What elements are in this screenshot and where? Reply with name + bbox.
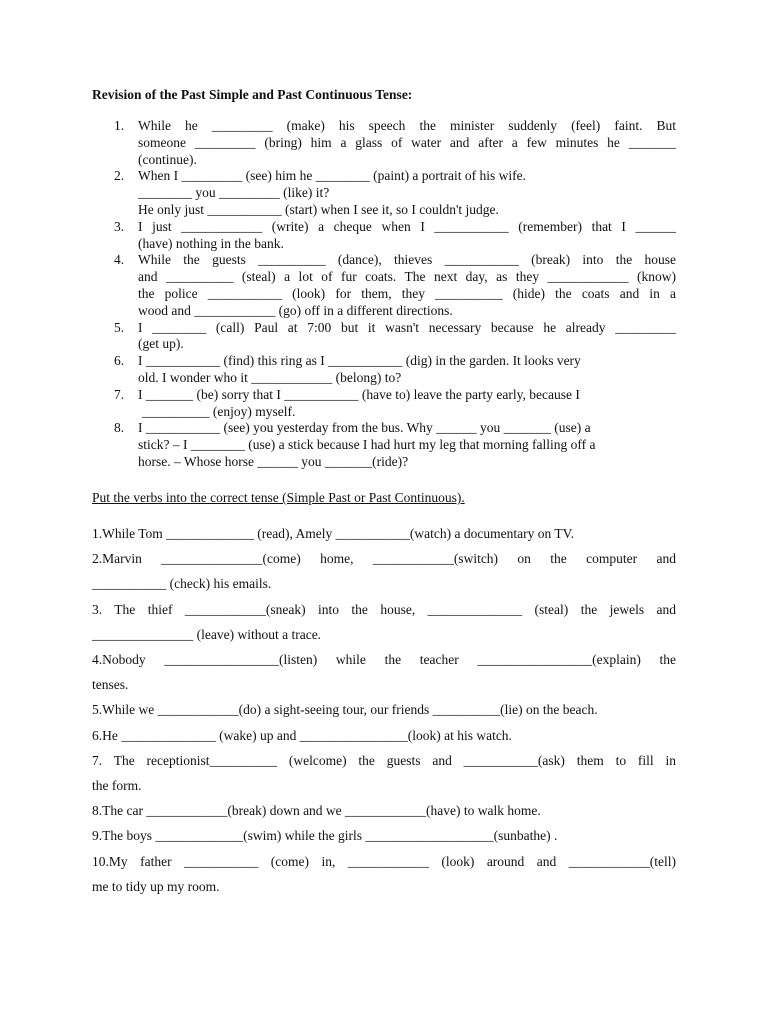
exercise-1-item bbox=[92, 118, 676, 168]
item-text-line: 8.The car ____________(break) down and we ____________(have) to walk home. bbox=[92, 803, 541, 819]
exercise-2-item bbox=[92, 521, 676, 546]
item-text-line: He only just ___________ (start) when I see it, so I couldn't judge. bbox=[138, 201, 499, 217]
item-text-line: 10.My father ___________ (come) in, ____________ (look) around and ____________(tell) bbox=[92, 853, 676, 869]
item-text-line: 5.While we ____________(do) a sight-seeing tour, our friends __________(lie) on the beach. bbox=[92, 702, 598, 718]
item-number: 1. bbox=[114, 118, 125, 133]
item-text-line: 7. The receptionist__________ (welcome) the guests and ___________(ask) them to fill in bbox=[92, 752, 676, 768]
item-text-line: and __________ (steal) a lot of fur coats. The next day, as they ____________ (know) bbox=[138, 269, 676, 285]
item-text-line: horse. – Whose horse ______ you _______(ride)? bbox=[138, 453, 409, 469]
item-text-line: I ___________ (see) you yesterday from the bus. Why ______ you _______ (use) a bbox=[138, 420, 591, 436]
exercise-2-item bbox=[92, 798, 676, 823]
exercise-2-item bbox=[92, 647, 676, 697]
exercise-2-item bbox=[92, 849, 676, 899]
exercise-1-item bbox=[92, 320, 676, 354]
exercise-1-item bbox=[92, 353, 676, 387]
item-text-line: (continue). bbox=[138, 151, 197, 167]
item-text-line: ________ you _________ (like) it? bbox=[138, 185, 330, 201]
exercise-1-item bbox=[92, 420, 676, 470]
item-number: 2. bbox=[114, 168, 125, 184]
exercise-2-list bbox=[92, 521, 676, 899]
item-text-line: I just ____________ (write) a cheque when I ___________ (remember) that I ______ bbox=[138, 218, 676, 234]
exercise-2-item bbox=[92, 597, 676, 647]
exercise-1-item bbox=[92, 387, 676, 421]
item-number: 3. bbox=[114, 218, 125, 234]
item-text-line: I ___________ (find) this ring as I ___________ (dig) in the garden. It looks very bbox=[138, 353, 581, 369]
exercise-2-item bbox=[92, 697, 676, 722]
exercise-1-list bbox=[92, 118, 676, 471]
exercise-1-item bbox=[92, 219, 676, 253]
item-text-line: While he _________ (make) his speech the minister suddenly (feel) faint. But bbox=[138, 118, 676, 133]
exercise-2-item bbox=[92, 823, 676, 848]
exercise-2-item bbox=[92, 546, 676, 596]
item-text-line: me to tidy up my room. bbox=[92, 878, 220, 894]
exercise-1-item bbox=[92, 252, 676, 319]
item-text-line: While the guests __________ (dance), thieves ___________ (break) into the house bbox=[138, 252, 676, 268]
item-text-line: When I _________ (see) him he ________ (paint) a portrait of his wife. bbox=[138, 168, 527, 184]
item-text-line: wood and ____________ (go) off in a different directions. bbox=[138, 302, 453, 318]
item-number: 4. bbox=[114, 252, 125, 268]
item-text-line: 4.Nobody _________________(listen) while the teacher _________________(explain) the bbox=[92, 652, 676, 668]
item-text-line: tenses. bbox=[92, 677, 129, 693]
item-text-line: 9.The boys _____________(swim) while the girls ___________________(sunbathe) . bbox=[92, 828, 558, 844]
item-text-line: 3. The thief ____________(sneak) into the house, ______________ (steal) the jewels and bbox=[92, 601, 676, 617]
item-text-line: stick? – I ________ (use) a stick because I had hurt my leg that morning falling off a bbox=[138, 437, 596, 453]
item-text-line: ___________ (check) his emails. bbox=[92, 576, 272, 592]
item-number: 7. bbox=[114, 386, 125, 402]
item-text-line: _______________ (leave) without a trace. bbox=[92, 626, 322, 642]
exercise-2-instruction: Put the verbs into the correct tense (Simple Past or Past Continuous). bbox=[92, 490, 465, 505]
item-text-line: the police ___________ (look) for them, they __________ (hide) the coats and in a bbox=[138, 285, 676, 301]
exercise-1-item bbox=[92, 168, 676, 218]
item-number: 5. bbox=[114, 319, 125, 335]
item-text-line: I _______ (be) sorry that I ___________ (have to) leave the party early, because I bbox=[138, 386, 580, 402]
item-number: 8. bbox=[114, 420, 125, 436]
item-text-line: 2.Marvin _______________(come) home, ____________(switch) on the computer and bbox=[92, 551, 676, 567]
item-text-line: __________ (enjoy) myself. bbox=[142, 403, 296, 419]
item-text-line: someone _________ (bring) him a glass of water and after a few minutes he _______ bbox=[138, 134, 676, 150]
item-number: 6. bbox=[114, 353, 125, 369]
item-text-line: (get up). bbox=[138, 336, 184, 352]
item-text-line: (have) nothing in the bank. bbox=[138, 235, 284, 251]
worksheet-title: Revision of the Past Simple and Past Continuous Tense: bbox=[92, 87, 413, 102]
item-text-line: old. I wonder who it ____________ (belong) to? bbox=[138, 369, 402, 385]
item-text-line: I ________ (call) Paul at 7:00 but it wasn't necessary because he already _________ bbox=[138, 319, 676, 335]
item-text-line: 6.He ______________ (wake) up and ________________(look) at his watch. bbox=[92, 727, 512, 743]
item-text-line: the form. bbox=[92, 778, 142, 794]
exercise-2-item bbox=[92, 723, 676, 748]
item-text-line: 1.While Tom _____________ (read), Amely ___________(watch) a documentary on TV. bbox=[92, 526, 574, 541]
exercise-2-item bbox=[92, 748, 676, 798]
